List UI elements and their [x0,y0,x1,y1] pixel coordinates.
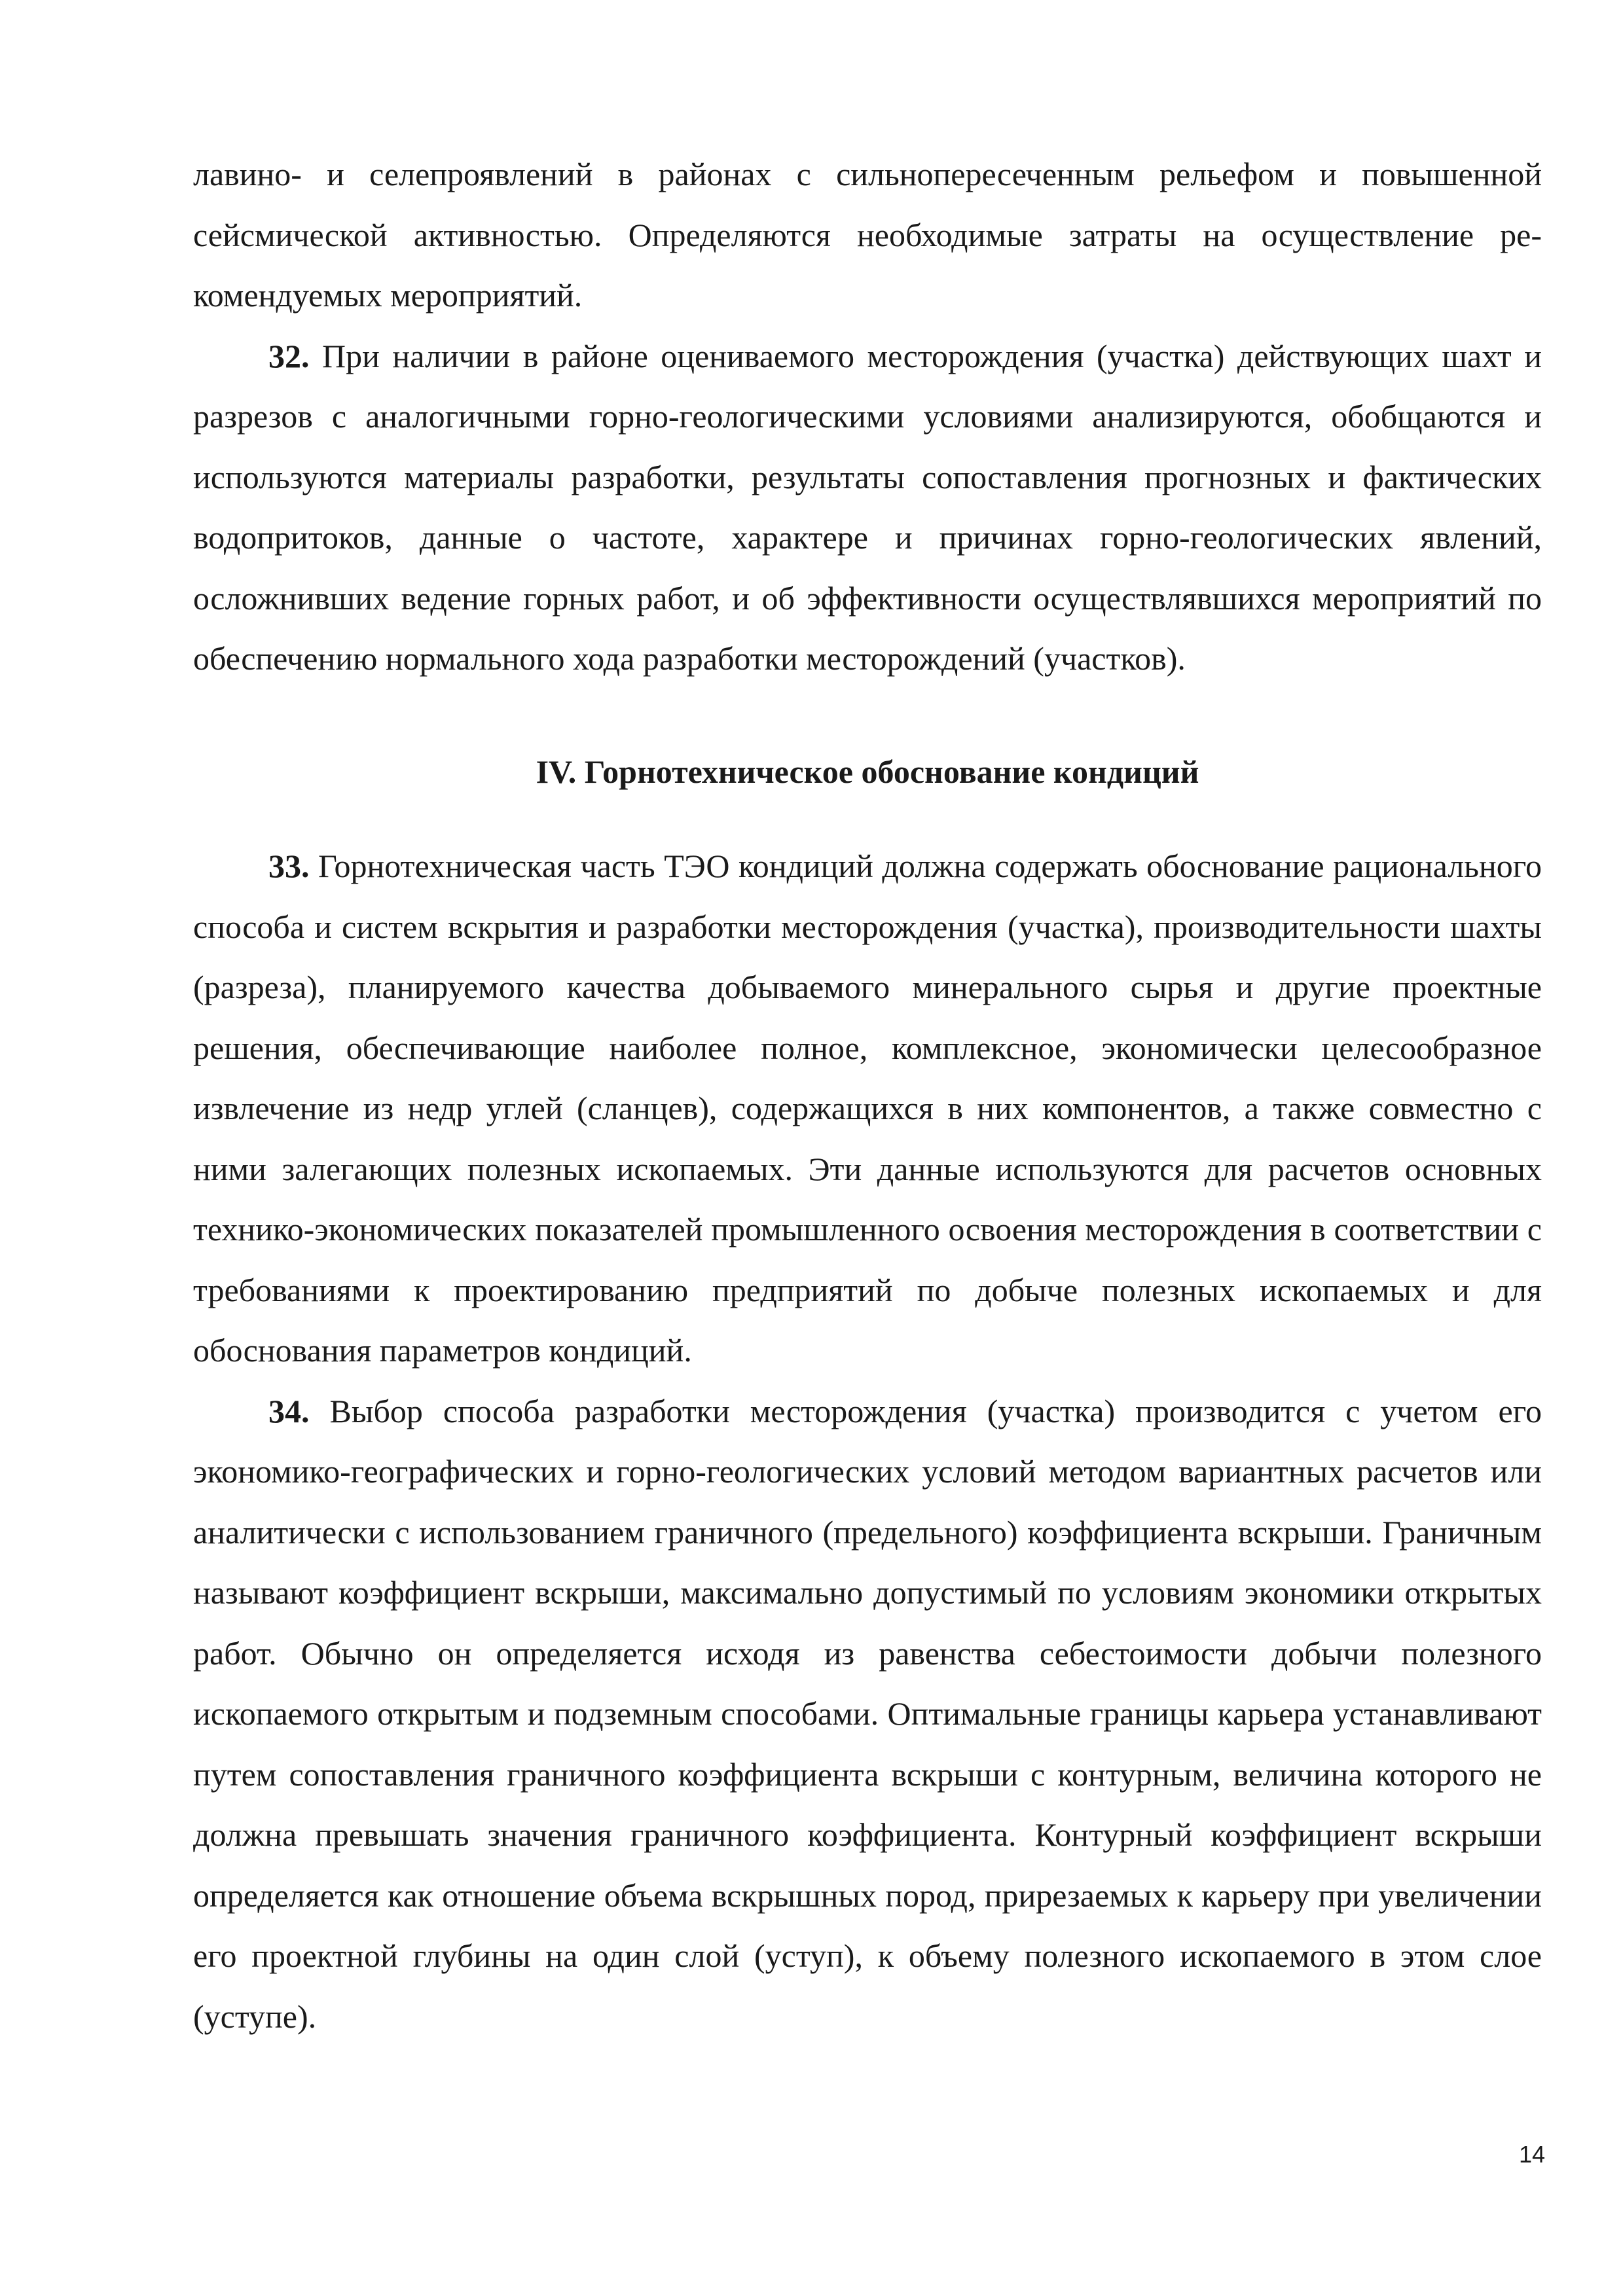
paragraph-33 [193,836,1542,1381]
document-page [193,144,1542,2047]
paragraph-text: Горнотехническая часть ТЭО кондиций должна содержать обоснование рационального способа и систем вскрытия и разработки месторождения (участка), производительности шахты (разреза), планируемого качества добываемого минерального сырья и другие проектные решения, обеспечивающие наиболее полное, комплексное, экономически целесообразное извлечение из недр углей (сланцев), содержащихся в них компонентов, а также совместно с ними залегающих полезных ископаемых. Эти данные используются для расчетов основных технико-экономических показателей промышленного освоения месторождения в соответствии с требованиями к проектированию предприятий по добыче полезных ископаемых и для обоснования параметров кондиций. [193,848,1542,1369]
paragraph-32 [193,326,1542,689]
paragraph-text: лавино- и селепроявлений в районах с сильнопересеченным рельефом и повышенной сейсмической активностью. Определяются необходимые затраты на осуществление рекомендуемых мероприятий. [193,156,1542,314]
page-number: 14 [1518,2141,1545,2168]
paragraph-number: 33. [268,848,310,884]
paragraph-34 [193,1381,1542,2047]
paragraph-number: 34. [268,1392,310,1429]
paragraph-text: Выбор способа разработки месторождения (участка) производится с учетом его экономико-географических и горно-геологических условий методом вариантных расчетов или аналитически с использованием граничного (предельного) коэффициента вскрыши. Граничным называют коэффициент вскрыши, максимально допустимый по условиям экономики открытых работ. Обычно он определяется исходя из равенства себестоимости добычи полезного ископаемого открытым и подземным способами. Оптимальные границы карьера устанавливают путем сопоставления граничного коэффициента вскрыши с контурным, величина которого не должна превышать значения граничного коэффициента. Контурный коэффициент вскрыши определяется как отношение объема вскрышных пород, прирезаемых к карьеру при увеличении его проектной глубины на один слой (уступ), к объему полезного ископаемого в этом слое (уступе). [193,1392,1542,2035]
section-heading: IV. Горнотехническое обоснование кондиций [536,753,1199,790]
paragraph-text: При наличии в районе оцениваемого месторождения (участка) действующих шахт и разрезов с аналогичными горно-геологическими условиями анализируются, обобщаются и используются материалы разработки, результаты сопоставления прогнозных и фактических водопритоков, данные о частоте, характере и причинах горно-геологических явлений, осложнивших ведение горных работ, и об эффективности осуществлявшихся мероприятий по обеспечению нормального хода разработки месторождений (участков). [193,337,1542,677]
paragraph-number: 32. [268,337,310,374]
paragraph-continuation [193,144,1542,326]
